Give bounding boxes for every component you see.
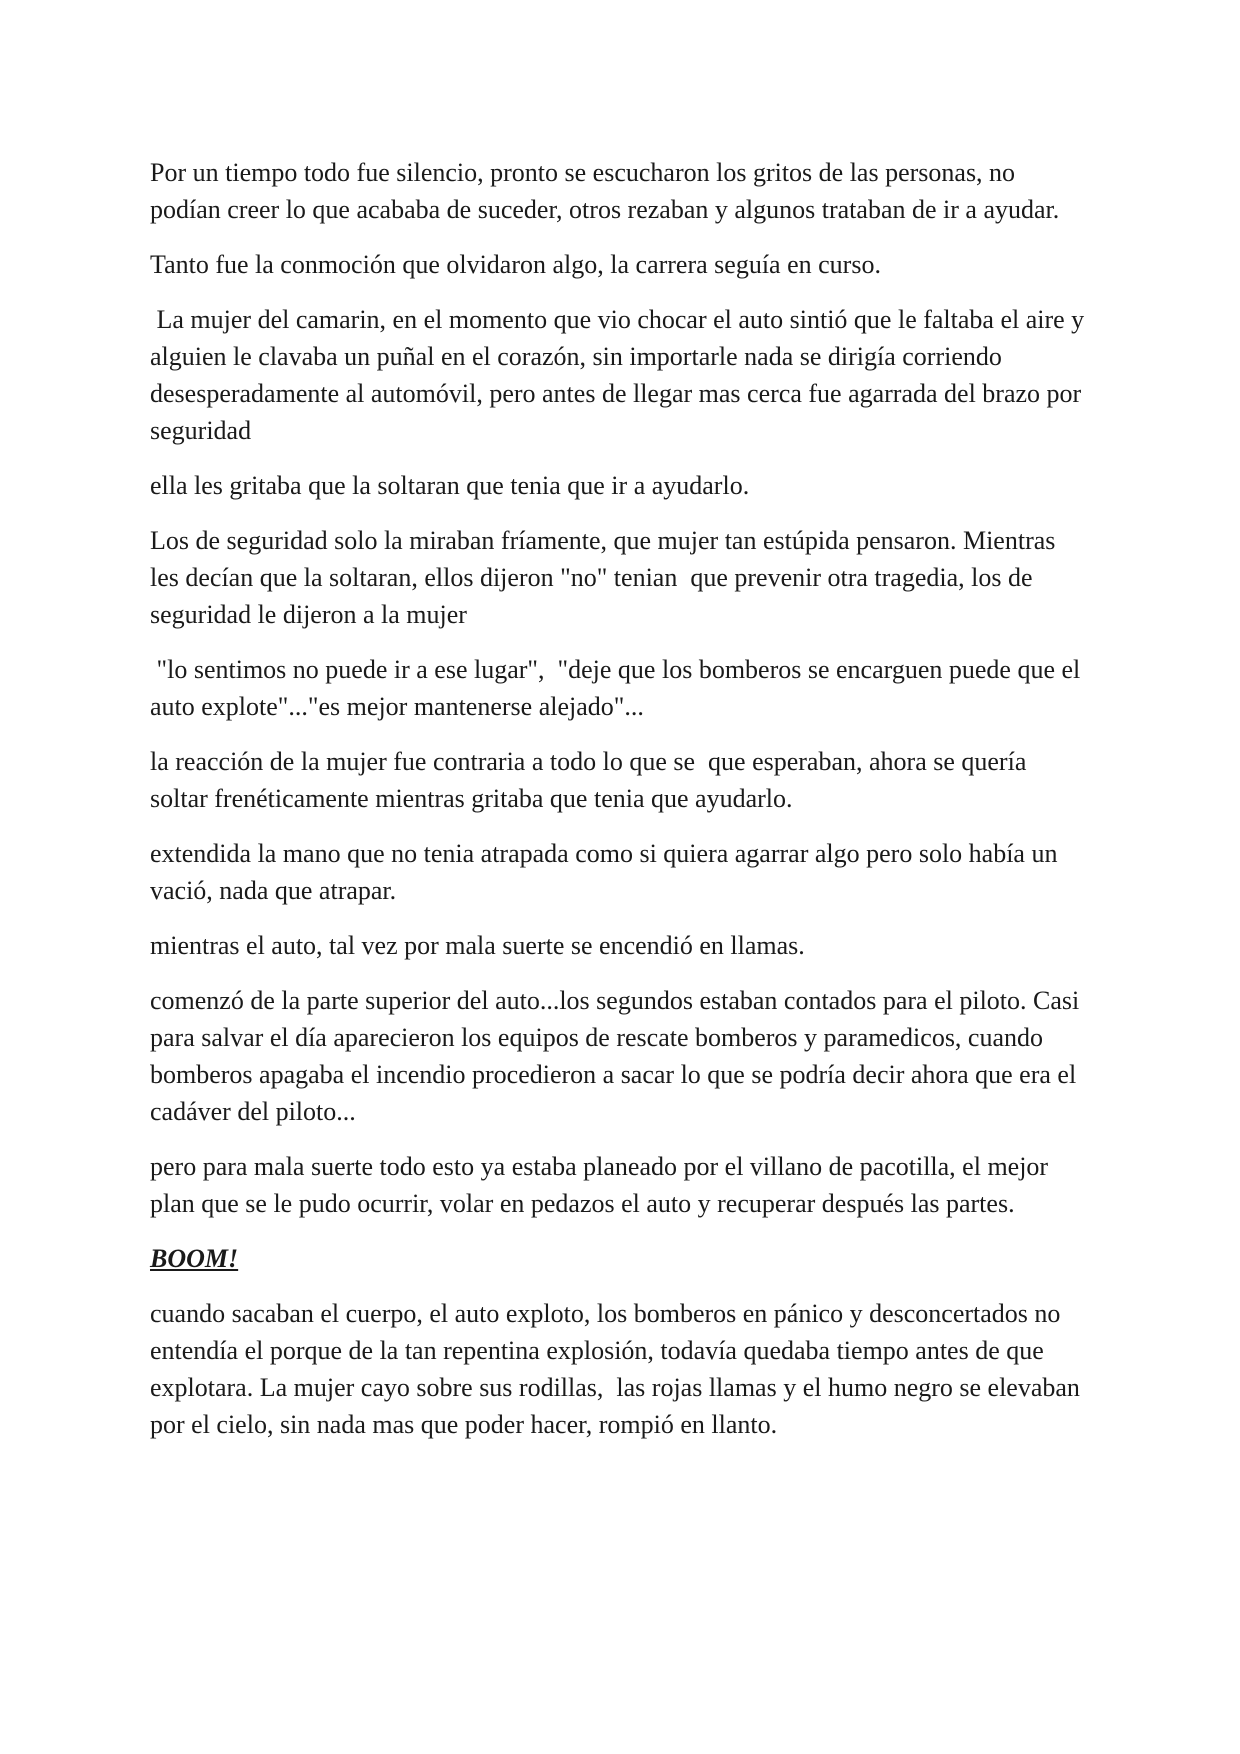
paragraph-2: Tanto fue la conmoción que olvidaron algo, la carrera seguía en curso. <box>150 250 881 279</box>
closing-paragraph: cuando sacaban el cuerpo, el auto exploto, los bomberos en pánico y desconcertados no entendía el porque de la tan repentina explosión, todavía quedaba tiempo antes de que explotara. La mujer cayo sobre sus rodillas, las rojas llamas y el humo negro se elevaban por el cielo, sin nada mas que poder hacer, rompió en llanto. <box>150 1299 1087 1439</box>
paragraph-4: ella les gritaba que la soltaran que tenia que ir a ayudarlo. <box>150 471 750 500</box>
document-page <box>150 154 1090 1461</box>
paragraph-6: "lo sentimos no puede ir a ese lugar", "deje que los bomberos se encarguen puede que el auto explote"..."es mejor mantenerse alejado"... <box>150 655 1087 721</box>
boom-heading: BOOM! <box>150 1244 239 1273</box>
paragraph-11: pero para mala suerte todo esto ya estaba planeado por el villano de pacotilla, el mejor plan que se le pudo ocurrir, volar en pedazos el auto y recuperar después las partes. <box>150 1152 1055 1218</box>
paragraph-3: La mujer del camarin, en el momento que vio chocar el auto sintió que le faltaba el aire y alguien le clavaba un puñal en el corazón, sin importarle nada se dirigía corriendo desesperadamente al automóvil, pero antes de llegar mas cerca fue agarrada del brazo por seguridad <box>150 305 1091 445</box>
paragraph-5: Los de seguridad solo la miraban fríamente, que mujer tan estúpida pensaron. Mientras les decían que la soltaran, ellos dijeron "no" tenian que prevenir otra tragedia, los de seguridad le dijeron a la mujer <box>150 526 1062 629</box>
paragraph-7: la reacción de la mujer fue contraria a todo lo que se que esperaban, ahora se quería soltar frenéticamente mientras gritaba que tenia que ayudarlo. <box>150 747 1033 813</box>
paragraph-8: extendida la mano que no tenia atrapada como si quiera agarrar algo pero solo había un vació, nada que atrapar. <box>150 839 1064 905</box>
paragraph-10: comenzó de la parte superior del auto...los segundos estaban contados para el piloto. Casi para salvar el día aparecieron los equipos de rescate bomberos y paramedicos, cuando bomberos apagaba el incendio procedieron a sacar lo que se podría decir ahora que era el cadáver del piloto... <box>150 986 1086 1126</box>
paragraph-1: Por un tiempo todo fue silencio, pronto se escucharon los gritos de las personas, no podían creer lo que acababa de suceder, otros rezaban y algunos trataban de ir a ayudar. <box>150 158 1060 224</box>
paragraph-9: mientras el auto, tal vez por mala suerte se encendió en llamas. <box>150 931 805 960</box>
